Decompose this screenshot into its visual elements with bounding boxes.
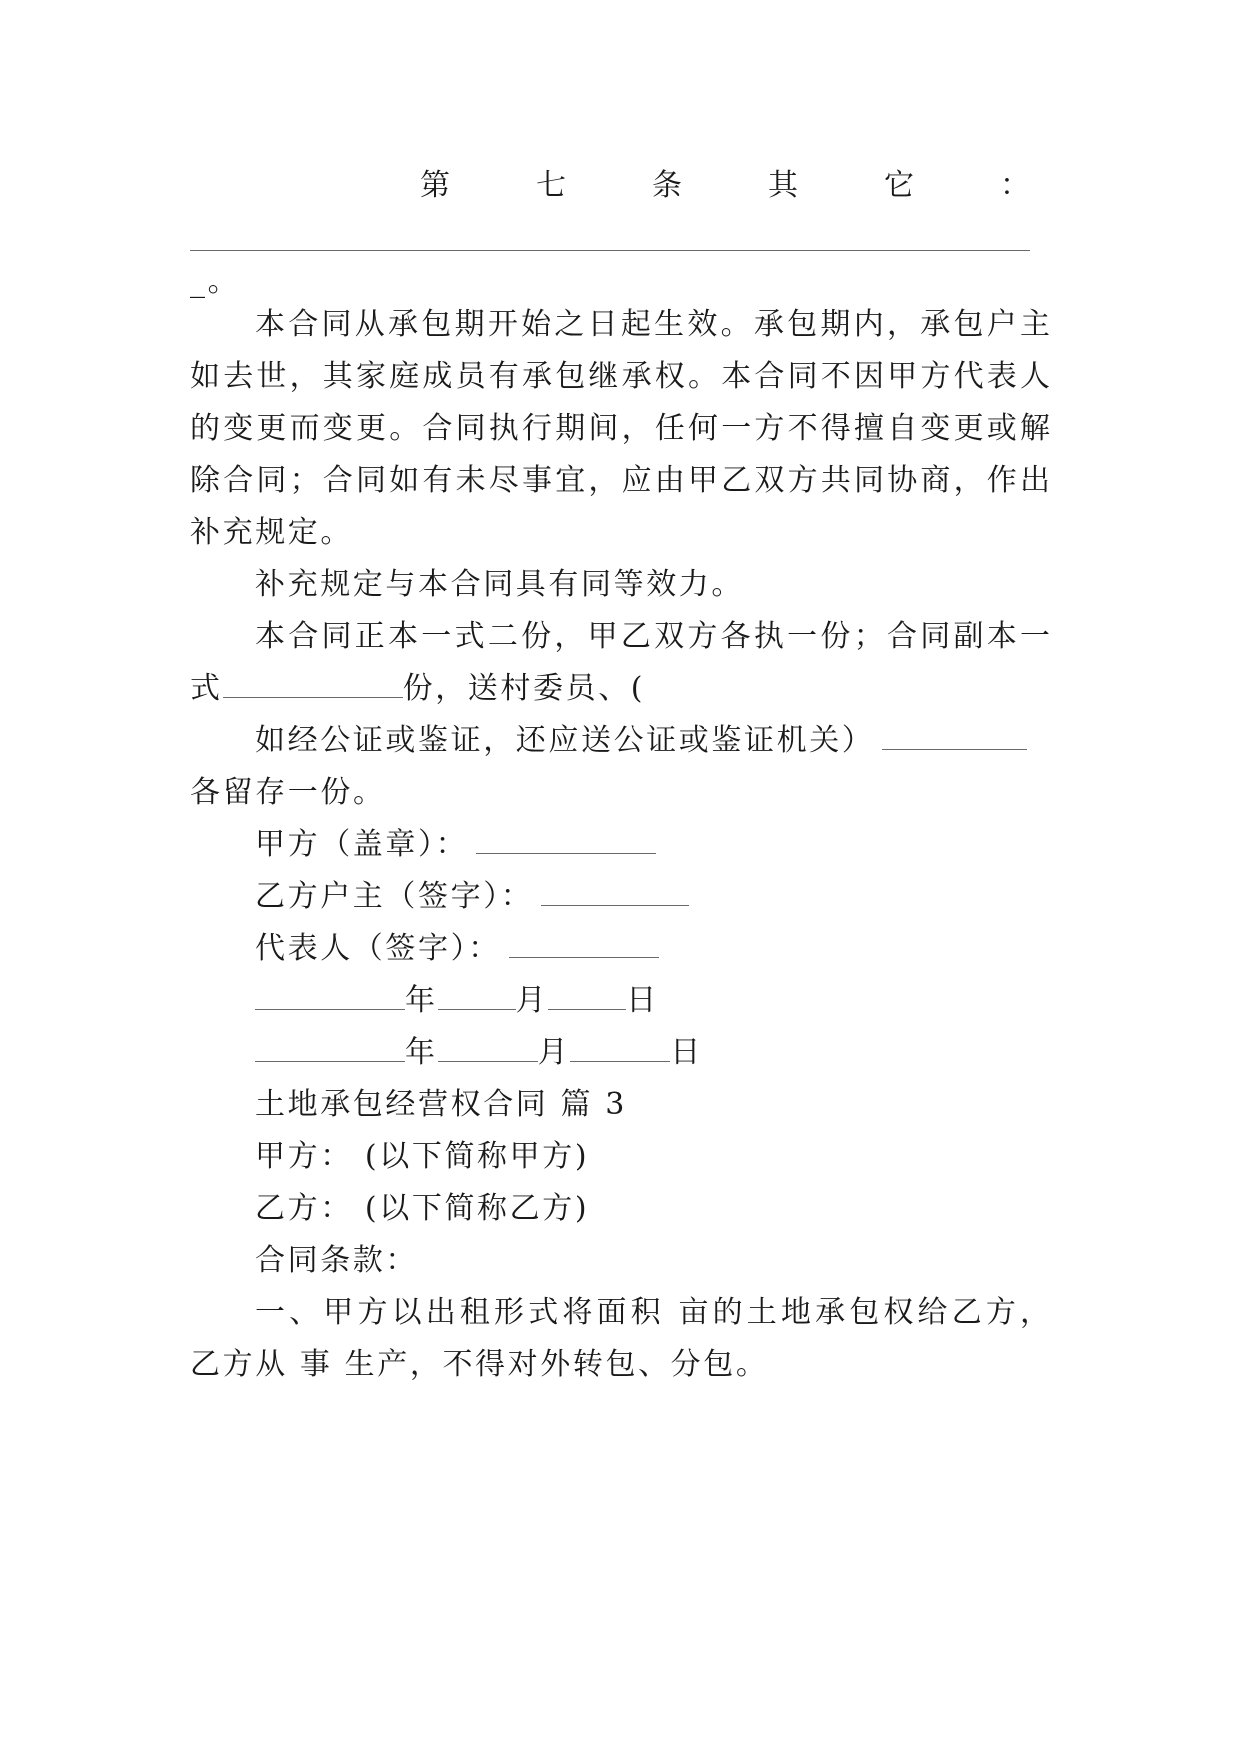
- year-blank: [255, 983, 405, 1010]
- month-blank: [438, 983, 516, 1010]
- party-a-seal-line: [255, 825, 656, 865]
- copies-blank: [223, 671, 403, 698]
- year-blank: [255, 1035, 405, 1062]
- para1-line3: 的变更而变更。合同执行期间，任何一方不得擅自变更或解: [190, 411, 1050, 446]
- rule-tail: _。: [190, 264, 241, 299]
- month-label: 月: [515, 983, 549, 1018]
- section-party-a: 甲方： (以下简称甲方): [255, 1139, 590, 1174]
- para4-text: 如经公证或鉴证，还应送公证或鉴证机关）: [255, 723, 875, 758]
- rep-sign-line: [255, 929, 659, 969]
- party-b-sign-blank: [541, 879, 689, 906]
- party-a-seal-blank: [476, 827, 656, 854]
- section-party-b: 乙方： (以下简称乙方): [255, 1191, 590, 1226]
- para1-line2: 如去世，其家庭成员有承包继承权。本合同不因甲方代表人: [190, 359, 1050, 394]
- para1-line4: 除合同；合同如有未尽事宜，应由甲乙双方共同协商，作出: [190, 463, 1050, 498]
- day-blank: [570, 1035, 670, 1062]
- date-line-1: [255, 981, 659, 1021]
- clause1-line1: 一、甲方以出租形式将面积 亩的土地承包权给乙方，: [255, 1295, 1050, 1330]
- para1-line5: 补充规定。: [190, 515, 353, 550]
- section-terms-heading: 合同条款：: [255, 1243, 418, 1278]
- month-label: 月: [537, 1035, 571, 1070]
- month-blank: [438, 1035, 538, 1062]
- party-b-sign-line: [255, 877, 689, 917]
- para3-suffix: 份，送村委员、(: [402, 671, 646, 706]
- fill-in-rule: [190, 250, 1030, 251]
- para3-line2: [190, 669, 645, 709]
- para3-prefix: 式: [190, 671, 223, 706]
- rep-sign-label: 代表人（签字）：: [255, 931, 501, 966]
- office-blank: [882, 723, 1027, 750]
- party-a-seal-label: 甲方（盖章）：: [255, 827, 469, 862]
- year-label: 年: [405, 983, 438, 1018]
- para3-line1: 本合同正本一式二份，甲乙双方各执一份；合同副本一: [255, 619, 1050, 654]
- para2: 补充规定与本合同具有同等效力。: [255, 567, 744, 602]
- section-title: 土地承包经营权合同 篇 3: [255, 1087, 627, 1122]
- year-label: 年: [405, 1035, 438, 1070]
- para1-line1: 本合同从承包期开始之日起生效。承包期内，承包户主: [255, 307, 1050, 342]
- clause1-line2: 乙方从 事 生产，不得对外转包、分包。: [190, 1347, 769, 1382]
- para4-line2: 各留存一份。: [190, 775, 386, 810]
- party-b-sign-label: 乙方户主（签字）：: [255, 879, 534, 914]
- date-line-2: [255, 1033, 703, 1073]
- day-label: 日: [670, 1035, 703, 1070]
- day-label: 日: [626, 983, 659, 1018]
- para4-line1: [255, 721, 1027, 761]
- rep-sign-blank: [509, 931, 659, 958]
- article-heading: 第 七 条 其 它 ：: [420, 168, 1030, 203]
- day-blank: [548, 983, 626, 1010]
